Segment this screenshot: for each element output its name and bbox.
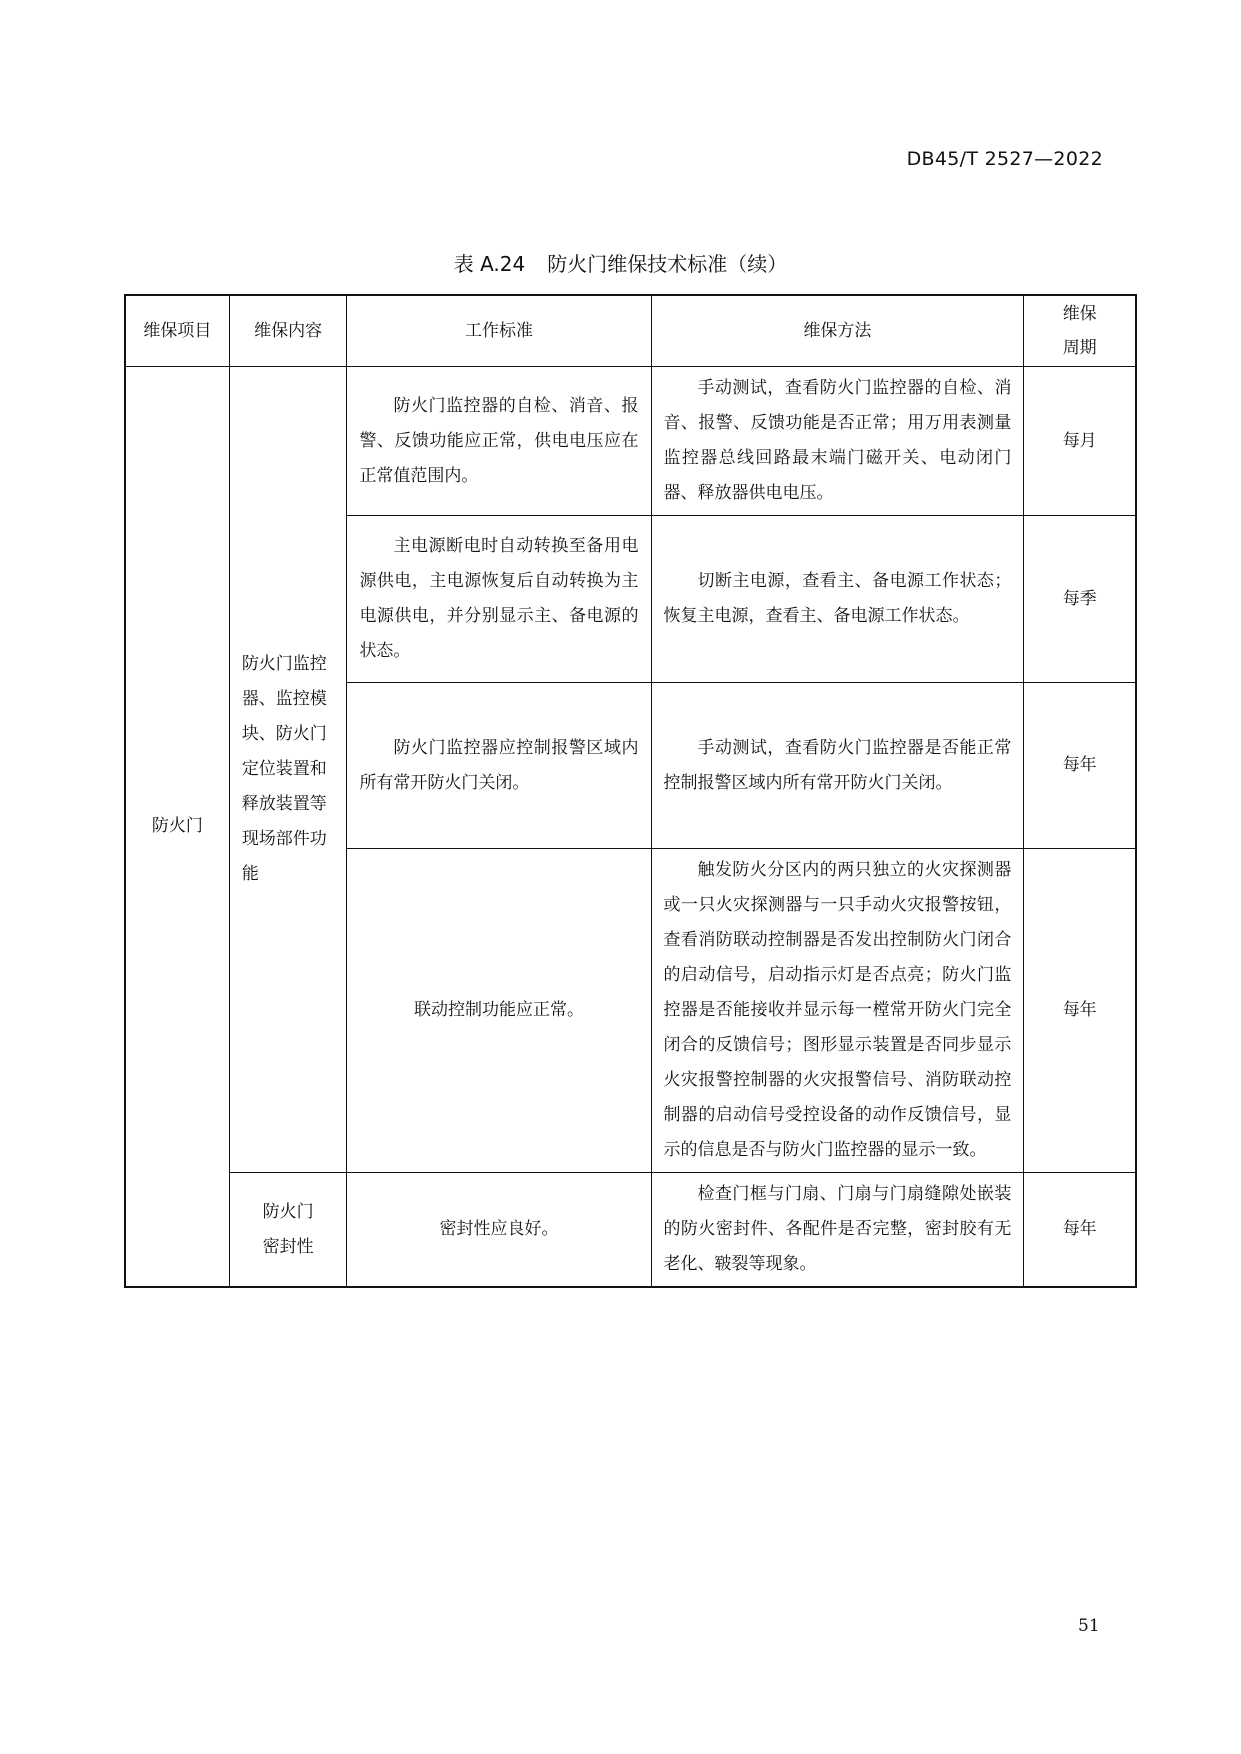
seal-content-line2: 密封性	[262, 1236, 314, 1257]
standard-cell: 密封性应良好。	[347, 1173, 651, 1288]
method-cell: 触发防火分区内的两只独立的火灾探测器或一只火灾探测器与一只手动火灾报警按钮，查看消防联动控制器是否发出控制防火门闭合的启动信号，启动指示灯是否点亮；防火门监控器是否能接收并显示每一樘常开防火门完全闭合的反馈信号；图形显示装置是否同步显示火灾报警控制器的火灾报警信号、消防联动控制器的启动信号受控设备的动作反馈信号，显示的信息是否与防火门监控器的显示一致。	[651, 849, 1024, 1173]
standard-cell: 联动控制功能应正常。	[347, 849, 651, 1173]
standard-cell: 防火门监控器的自检、消音、报警、反馈功能应正常，供电电压应在正常值范围内。	[347, 367, 651, 516]
table-number: 表 A.24	[453, 252, 526, 276]
period-cell: 每月	[1024, 367, 1136, 516]
seal-content-line1: 防火门	[262, 1201, 314, 1222]
method-cell: 切断主电源，查看主、备电源工作状态；恢复主电源，查看主、备电源工作状态。	[651, 516, 1024, 683]
period-cell: 每年	[1024, 849, 1136, 1173]
standard-cell: 防火门监控器应控制报警区域内所有常开防火门关闭。	[347, 683, 651, 849]
document-code: DB45/T 2527—2022	[906, 148, 1103, 170]
item-cell: 防火门	[125, 367, 229, 1288]
table-title-text: 防火门维保技术标准（续）	[547, 252, 788, 276]
period-cell: 每年	[1024, 683, 1136, 849]
table-header-row	[125, 295, 1136, 367]
period-cell: 每季	[1024, 516, 1136, 683]
page-number: 51	[1078, 1616, 1100, 1636]
header-content: 维保内容	[229, 295, 347, 367]
period-cell: 每年	[1024, 1173, 1136, 1288]
header-method: 维保方法	[651, 295, 1024, 367]
header-standard: 工作标准	[347, 295, 651, 367]
content-cell-monitor: 防火门监控器、监控模块、防火门定位装置和释放装置等现场部件功能	[229, 367, 347, 1173]
method-cell: 手动测试，查看防火门监控器是否能正常控制报警区域内所有常开防火门关闭。	[651, 683, 1024, 849]
header-period-line1: 维保	[1062, 304, 1097, 324]
method-cell: 检查门框与门扇、门扇与门扇缝隙处嵌装的防火密封件、各配件是否完整，密封胶有无老化、皲裂等现象。	[651, 1173, 1024, 1288]
table-title	[0, 248, 1241, 277]
table-row	[125, 1173, 1136, 1288]
header-period-line2: 周期	[1062, 338, 1097, 358]
maintenance-standard-table	[124, 294, 1137, 1288]
table-row	[125, 367, 1136, 516]
header-item: 维保项目	[125, 295, 229, 367]
standard-cell: 主电源断电时自动转换至备用电源供电，主电源恢复后自动转换为主电源供电，并分别显示主、备电源的状态。	[347, 516, 651, 683]
header-period	[1024, 295, 1136, 367]
content-cell-seal	[229, 1173, 347, 1288]
method-cell: 手动测试，查看防火门监控器的自检、消音、报警、反馈功能是否正常；用万用表测量监控器总线回路最末端门磁开关、电动闭门器、释放器供电电压。	[651, 367, 1024, 516]
